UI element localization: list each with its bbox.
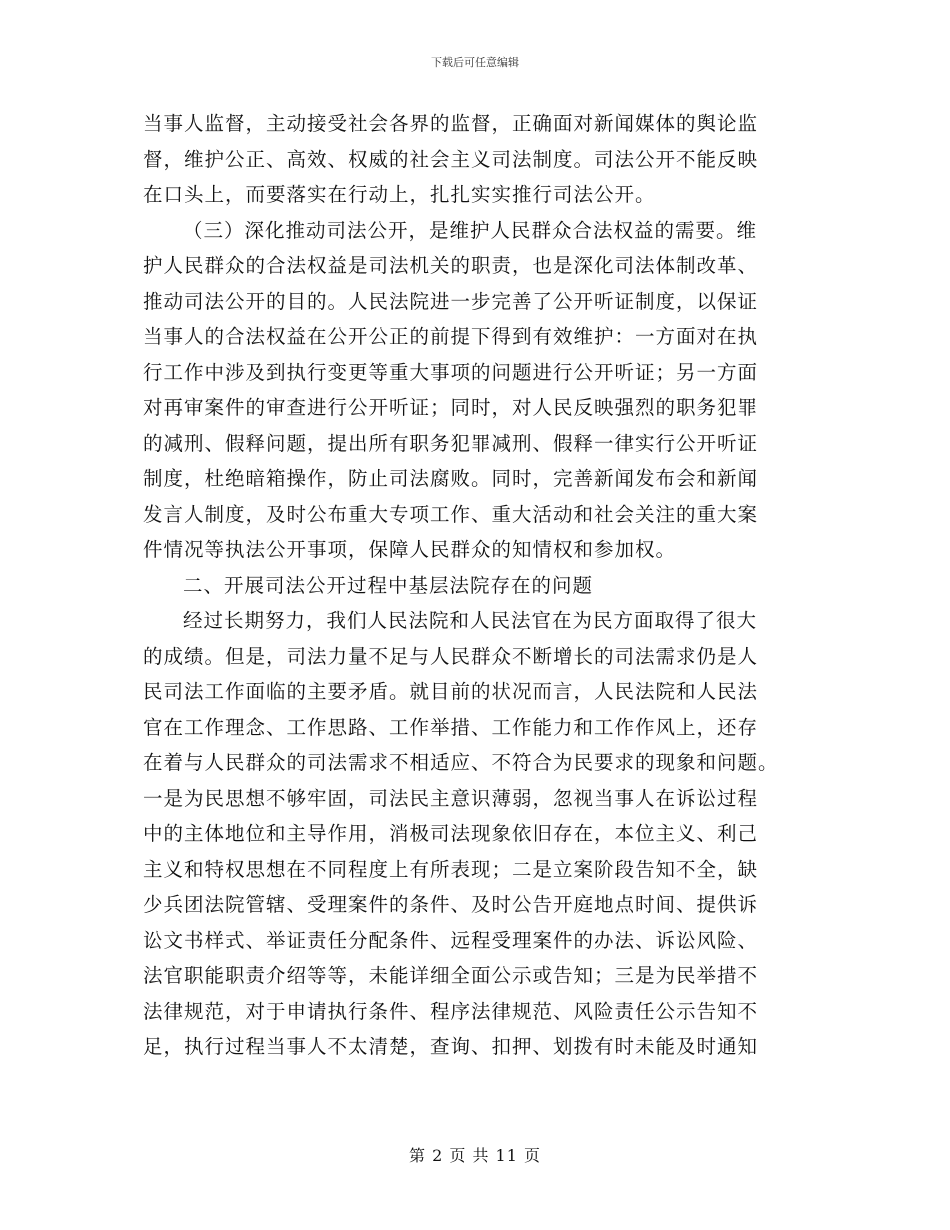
text-line: 法官职能职责介绍等等，未能详细全面公示或告知；三是为民举措不 (143, 964, 759, 987)
text-line: 讼文书样式、举证责任分配条件、远程受理案件的办法、诉讼风险、 (143, 928, 759, 952)
text-line: 护人民群众的合法权益是司法机关的职责，也是深化司法体制改革、 (143, 254, 759, 277)
text-line: 在着与人民群众的司法需求不相适应、不符合为民要求的现象和问题。 (143, 751, 779, 774)
text-line: 足，执行过程当事人不太清楚，查询、扣押、划拨有时未能及时通知 (143, 1035, 759, 1058)
body-text (143, 106, 808, 1065)
text-line: 中的主体地位和主导作用，消极司法现象依旧存在，本位主义、利己 (143, 822, 759, 845)
text-line: 官在工作理念、工作思路、工作举措、工作能力和工作作风上，还存 (143, 715, 759, 739)
text-line: （三）深化推动司法公开，是维护人民群众合法权益的需要。维 (183, 218, 758, 242)
text-line: 行工作中涉及到执行变更等重大事项的问题进行公开听证；另一方面 (143, 360, 759, 384)
text-line: 发言人制度，及时公布重大专项工作、重大活动和社会关注的重大案 (143, 502, 759, 526)
text-line: 的减刑、假释问题，提出所有职务犯罪减刑、假释一律实行公开听证 (143, 431, 759, 455)
text-line: 法律规范，对于申请执行条件、程序法律规范、风险责任公示告知不 (143, 999, 759, 1023)
text-line: 一是为民思想不够牢固，司法民主意识薄弱，忽视当事人在诉讼过程 (143, 786, 759, 810)
text-line: 督，维护公正、高效、权威的社会主义司法制度。司法公开不能反映 (143, 147, 759, 171)
text-line: 推动司法公开的目的。人民法院进一步完善了公开听证制度，以保证 (143, 289, 759, 313)
page-header: 下载后可任意编辑 (431, 56, 519, 69)
text-line: 经过长期努力，我们人民法院和人民法官在为民方面取得了很大 (183, 609, 758, 632)
text-line: 当事人监督，主动接受社会各界的监督，正确面对新闻媒体的舆论监 (143, 112, 759, 135)
text-line: 少兵团法院管辖、受理案件的条件、及时公告开庭地点时间、提供诉 (143, 893, 759, 916)
text-line: 民司法工作面临的主要矛盾。就目前的状况而言，人民法院和人民法 (143, 680, 759, 703)
section-heading: 二、开展司法公开过程中基层法院存在的问题 (183, 573, 594, 597)
page-footer: 第 2 页 共 11 页 (409, 1146, 541, 1165)
text-line: 主义和特权思想在不同程度上有所表现；二是立案阶段告知不全，缺 (143, 857, 759, 881)
text-line: 当事人的合法权益在公开公正的前提下得到有效维护：一方面对在执 (143, 325, 759, 348)
text-line: 对再审案件的审查进行公开听证；同时，对人民反映强烈的职务犯罪 (143, 396, 759, 419)
text-line: 在口头上，而要落实在行动上，扎扎实实推行司法公开。 (143, 183, 656, 206)
text-line: 件情况等执法公开事项，保障人民群众的知情权和参加权。 (143, 538, 677, 561)
text-line: 的成绩。但是，司法力量不足与人民群众不断增长的司法需求仍是人 (143, 644, 759, 668)
text-line: 制度，杜绝暗箱操作，防止司法腐败。同时，完善新闻发布会和新闻 (143, 467, 759, 490)
